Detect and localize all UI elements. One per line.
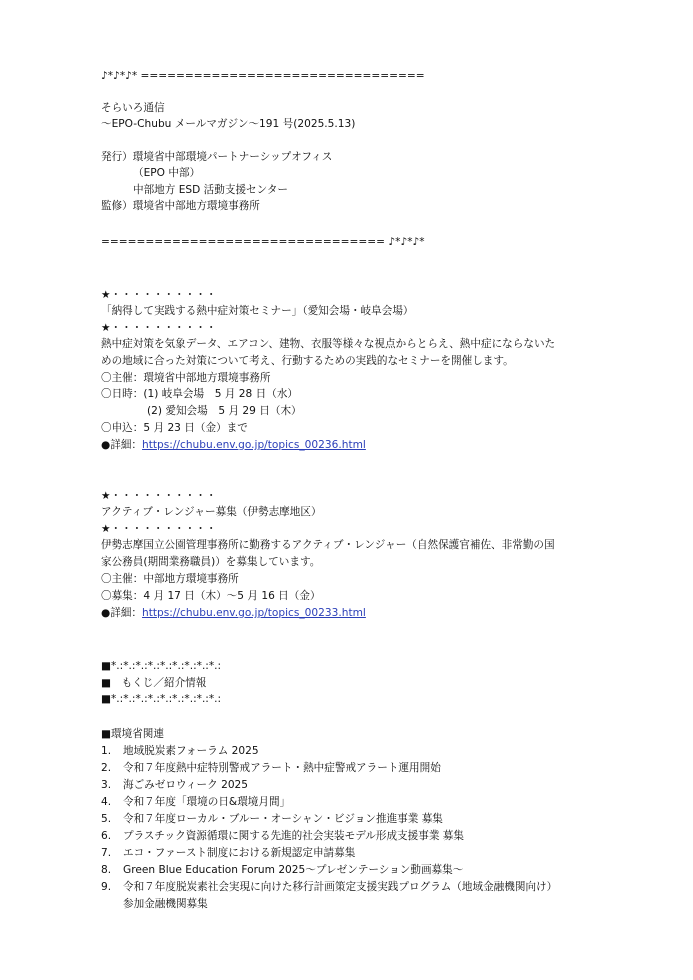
deco-line-bottom: ================================ ♪*♪*♪*: [101, 236, 425, 248]
article1-apply: 〇申込：5 月 23 日（金）まで: [101, 422, 248, 434]
list-item-text: 令和７年度「環境の日&環境月間」: [123, 796, 291, 808]
supervisor: 監修）環境省中部地方環境事務所: [101, 200, 260, 212]
article2-title: アクティブ・レンジャー募集（伊勢志摩地区）: [101, 506, 322, 518]
article1-stars-bottom: ★・・・・・・・・・・: [101, 322, 217, 334]
list-item-text: 地域脱炭素フォーラム 2025: [123, 745, 259, 757]
article1-detail-label: ●詳細：: [101, 439, 143, 451]
article2-detail: [101, 606, 366, 621]
list-item-number: 3.: [101, 779, 112, 791]
list-item-number: 8.: [101, 864, 112, 876]
article2-body-line1: 伊勢志摩国立公園管理事務所に勤務するアクティブ・レンジャー（自然保護官補佐、非常勤の国: [101, 539, 555, 551]
list-item-text: Green Blue Education Forum 2025～プレゼンテーション動画募集～: [123, 864, 464, 876]
article2-body-line2: 家公務員(期間業務職員)）を募集しています。: [101, 556, 321, 568]
article2-organizer: 〇主催：中部地方環境事務所: [101, 573, 239, 585]
publisher-label: 発行）環境省中部環境パートナーシップオフィス: [101, 151, 333, 163]
article1-title: 「納得して実践する熱中症対策セミナー」（愛知会場・岐阜会場）: [101, 305, 414, 317]
list-item-text: 海ごみゼロウィーク 2025: [123, 779, 249, 791]
article2-recruit: 〇募集：4 月 17 日（木）～5 月 16 日（金）: [101, 590, 321, 602]
article1-stars-top: ★・・・・・・・・・・: [101, 289, 217, 301]
article1-detail: [101, 438, 366, 453]
newsletter-subtitle: ～EPO-Chubu メールマガジン～191 号(2025.5.13): [101, 118, 356, 130]
list-item-number: 6.: [101, 830, 112, 842]
toc-heading: ■ もくじ／紹介情報: [101, 677, 207, 689]
list-item-number: 5.: [101, 813, 112, 825]
list-item-text: プラスチック資源循環に関する先進的社会実装モデル形成支援事業 募集: [123, 830, 464, 842]
newsletter-title: そらいろ通信: [101, 102, 165, 114]
article2-detail-label: ●詳細：: [101, 607, 143, 619]
list-item-text: 令和７年度熱中症特別警戒アラート・熱中症警戒アラート運用開始: [123, 762, 441, 774]
list-item-number: 4.: [101, 796, 112, 808]
article1-detail-link[interactable]: https://chubu.env.go.jp/topics_00236.html: [142, 439, 366, 451]
article2-stars-top: ★・・・・・・・・・・: [101, 490, 217, 502]
list-item-number: 1.: [101, 745, 112, 757]
list-item-number: 7.: [101, 847, 112, 859]
article2-detail-link[interactable]: https://chubu.env.go.jp/topics_00233.html: [142, 607, 366, 619]
toc-deco-top: ■*.:*.:*.:*.:*.:*.:*.:*.:*.:: [101, 660, 222, 672]
article1-body-line1: 熱中症対策を気象データ、エアコン、建物、衣服等様々な視点からとらえ、熱中症にならないた: [101, 338, 556, 350]
toc-category: ■環境省関連: [101, 728, 164, 740]
article1-date-line1: 〇日時：(1) 岐阜会場 5 月 28 日（水）: [101, 388, 299, 400]
toc-deco-bottom: ■*.:*.:*.:*.:*.:*.:*.:*.:*.:: [101, 693, 222, 705]
article2-stars-bottom: ★・・・・・・・・・・: [101, 523, 217, 535]
article1-body-line2: めの地域に合った対策について考え、行動するための実践的なセミナーを開催します。: [101, 355, 514, 367]
list-item-number: 9.: [101, 881, 112, 893]
article1-date-line2: (2) 愛知会場 5 月 29 日（木）: [147, 405, 302, 417]
article1-organizer: 〇主催：環境省中部地方環境事務所: [101, 372, 271, 384]
publisher-center: 中部地方 ESD 活動支援センター: [133, 184, 289, 196]
list-item-number: 2.: [101, 762, 112, 774]
list-item-text: 令和７年度脱炭素社会実現に向けた移行計画策定支援実践プログラム（地域金融機関向け）: [123, 881, 558, 893]
publisher-short-name: （EPO 中部）: [133, 167, 201, 179]
list-item-text: エコ・ファースト制度における新規認定申請募集: [123, 847, 356, 859]
deco-line-top: ♪*♪*♪* ================================: [101, 70, 425, 82]
list-item-text-continued: 参加金融機関募集: [123, 898, 208, 910]
list-item-text: 令和７年度ローカル・ブルー・オーシャン・ビジョン推進事業 募集: [123, 813, 443, 825]
